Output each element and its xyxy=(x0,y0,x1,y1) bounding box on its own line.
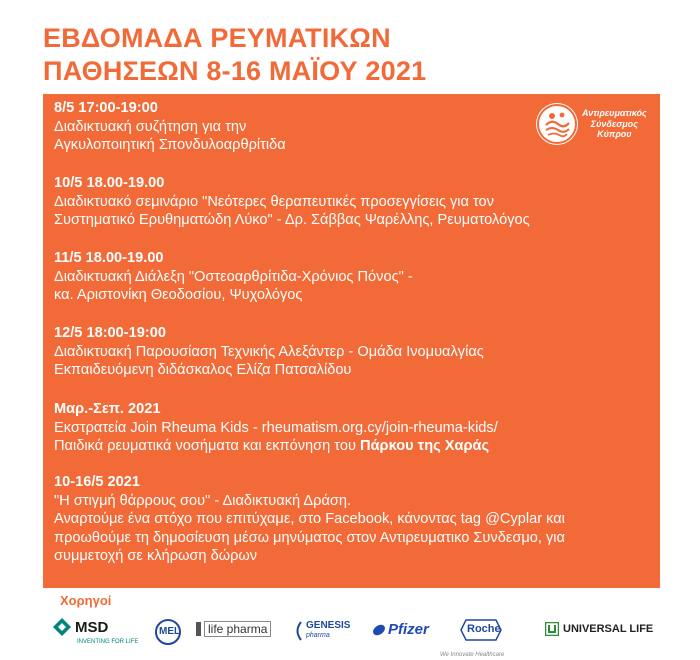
association-logo-text: Αντιρευματικός Σύνδεσμος Κύπρου xyxy=(582,108,647,139)
event-line: Διαδικτυακό σεμινάριο "Νεότερες θεραπευτικές προσεγγίσεις για τον xyxy=(54,193,494,210)
msd-logo: MSD xyxy=(52,617,108,637)
genesis-logo: GENESIS pharma xyxy=(292,620,350,642)
event-line: Συστηματικό Ερυθηματώδη Λύκο" - Δρ. Σάββας Ψαρέλλης, Ρευματολόγος xyxy=(54,212,530,228)
event-line: Αγκυλοποιητική Σπονδυλοαρθρίτιδα xyxy=(54,137,286,153)
event-line: Διαδικτυακή συζήτηση για την xyxy=(54,118,247,135)
event-line: προωθούμε τη δημοσίευση μέσω μηνύματος στον Αντιρευματικο Συνδεσμο, για xyxy=(54,529,565,546)
event-line: κα. Αριστονίκη Θεοδοσίου, Ψυχολόγος xyxy=(54,287,303,303)
msd-icon xyxy=(52,617,72,637)
event-line: Εκστρατεία Join Rheuma Kids - rheumatism.org.cy/join-rheuma-kids/ xyxy=(54,419,498,436)
event-line: Εκπαιδευόμενη διδάσκαλος Ελίζα Πατσαλίδου xyxy=(54,362,352,378)
event-date: 8/5 17:00-19:00 xyxy=(54,100,158,116)
schedule-panel xyxy=(43,94,660,588)
event-6 xyxy=(54,473,565,566)
event-line: συμμετοχή σε κλήρωση δώρων xyxy=(54,548,258,564)
event-1 xyxy=(54,99,286,155)
event-5 xyxy=(54,400,498,456)
roche-logo: Roche xyxy=(460,619,502,641)
association-logo-icon xyxy=(536,103,578,145)
event-line: Αναρτούμε ένα στόχο που επιτύχαμε, στο Facebook, κάνοντας tag @Cyplar και xyxy=(54,511,565,527)
event-line: Παιδικά ρευματικά νοσήματα και εκπόνηση του Πάρκου της Χαράς xyxy=(54,438,490,454)
event-date: 12/5 18:00-19:00 xyxy=(54,325,166,341)
event-3 xyxy=(54,249,413,305)
universal-life-logo: UNIVERSAL LIFE xyxy=(545,622,653,636)
title-line-1: ΕΒΔΟΜΑΔΑ ΡΕΥΜΑΤΙΚΩΝ xyxy=(43,23,391,53)
event-line: "Η στιγμή θάρρους σου" - Διαδικτυακή Δράση. xyxy=(54,492,352,509)
universal-life-icon xyxy=(545,622,559,636)
event-date: 10/5 18.00-19.00 xyxy=(54,175,165,191)
pfizer-logo: Pfizer xyxy=(372,621,429,638)
event-2 xyxy=(54,174,530,230)
lifepharma-icon xyxy=(196,622,201,636)
msd-tagline: INVENTING FOR LIFE xyxy=(77,639,139,645)
event-line: Διαδικτυακή Παρουσίαση Τεχνικής Αλεξάντερ - Ομάδα Ινομυαλγίας xyxy=(54,343,484,360)
mel-logo: MEL xyxy=(155,619,181,645)
genesis-icon xyxy=(292,620,304,642)
title-line-2: ΠΑΘΗΣΕΩΝ 8-16 ΜΑΪΟΥ 2021 xyxy=(43,56,427,86)
park-of-joy-highlight: Πάρκου της Χαράς xyxy=(360,438,490,454)
event-line: Διαδικτυακή Διάλεξη "Οστεοαρθρίτιδα-Χρόνιος Πόνος" - xyxy=(54,268,413,285)
event-date: 11/5 18.00-19.00 xyxy=(54,250,164,266)
event-4 xyxy=(54,324,484,380)
roche-tagline: We Innovate Healthcare xyxy=(440,652,505,658)
lifepharma-logo: life pharma xyxy=(196,621,271,637)
page-title xyxy=(43,22,426,88)
pfizer-icon xyxy=(372,623,386,637)
event-date: 10-16/5 2021 xyxy=(54,474,141,490)
event-date: Μαρ.-Σεπ. 2021 xyxy=(54,401,161,417)
sponsors-label: Χορηγοί xyxy=(60,593,112,608)
